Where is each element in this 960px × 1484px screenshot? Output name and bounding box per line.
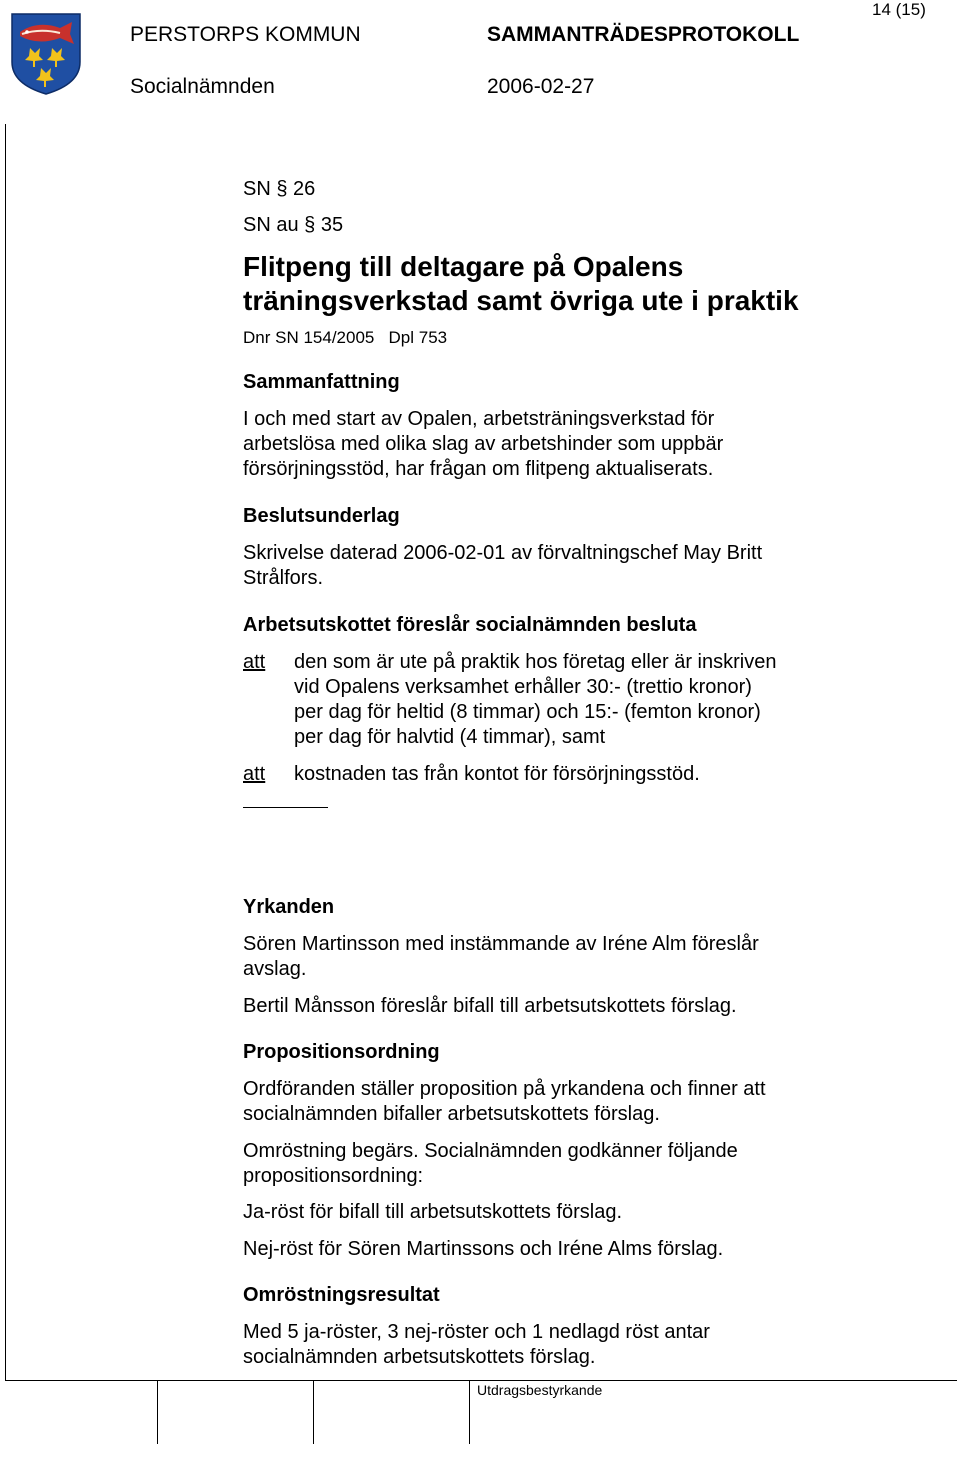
propositionsordning-nej-rost: Nej-röst för Sören Martinssons och Iréne Alms förslag. xyxy=(243,1238,724,1260)
heading-forslag: Arbetsutskottet föreslår socialnämnden besluta xyxy=(243,614,697,636)
att-label-1: att xyxy=(243,651,266,673)
forslag-item-1: den som är ute på praktik hos företag eller är inskriven vid Opalens verksamhet erhåller 30:- (trettio kronor) per dag för heltid (8 timmar) och 15:- (femton kronor) per dag för halvtid (4 timmar), samt xyxy=(294,651,777,748)
sammanfattning-text: I och med start av Opalen, arbetsträningsverkstad för arbetslösa med olika slag av arbetshinder som uppbär försörjningsstöd, har frågan om flitpeng aktualiserats. xyxy=(243,408,724,480)
municipality-crest-logo xyxy=(10,12,82,96)
heading-beslutsunderlag: Beslutsunderlag xyxy=(243,505,400,527)
section-sn-au: SN au § 35 xyxy=(243,214,344,236)
page-number: 14 (15) xyxy=(872,0,926,19)
forslag-item-2: kostnaden tas från kontot för försörjningsstöd. xyxy=(294,763,700,785)
page-title: Flitpeng till deltagare på Opalens träningsverkstad samt övriga ute i praktik xyxy=(243,251,799,316)
organization-name: PERSTORPS KOMMUN xyxy=(130,23,361,46)
diary-number: Dnr SN 154/2005 Dpl 753 xyxy=(243,328,448,347)
omrostningsresultat-text: Med 5 ja-röster, 3 nej-röster och 1 nedlagd röst antar socialnämnden arbetsutskottets förslag. xyxy=(243,1321,710,1368)
yrkanden-paragraph-2: Bertil Månsson föreslår bifall till arbetsutskottets förslag. xyxy=(243,995,737,1017)
propositionsordning-paragraph-1: Ordföranden ställer proposition på yrkandena och finner att socialnämnden bifaller arbetsutskottets förslag. xyxy=(243,1078,766,1125)
propositionsordning-ja-rost: Ja-röst för bifall till arbetsutskottets förslag. xyxy=(243,1201,623,1223)
footer-divider-2 xyxy=(313,1380,314,1444)
heading-sammanfattning: Sammanfattning xyxy=(243,371,400,393)
propositionsordning-paragraph-2: Omröstning begärs. Socialnämnden godkänner följande propositionsordning: xyxy=(243,1140,738,1187)
meeting-date: 2006-02-27 xyxy=(487,75,595,98)
att-label-2: att xyxy=(243,763,266,785)
beslutsunderlag-text: Skrivelse daterad 2006-02-01 av förvaltningschef May Britt Strålfors. xyxy=(243,542,763,589)
yrkanden-paragraph-1: Sören Martinsson med instämmande av Iréne Alm föreslår avslag. xyxy=(243,933,759,980)
footer-utdragsbestyrkande: Utdragsbestyrkande xyxy=(477,1382,603,1398)
footer-top-rule xyxy=(5,1380,957,1381)
heading-propositionsordning: Propositionsordning xyxy=(243,1041,440,1063)
footer-divider-3 xyxy=(469,1380,470,1444)
heading-yrkanden: Yrkanden xyxy=(243,896,335,918)
left-margin-rule xyxy=(5,124,6,1380)
separator-rule xyxy=(243,807,328,808)
committee-name: Socialnämnden xyxy=(130,75,275,98)
footer-divider-1 xyxy=(157,1380,158,1444)
document-type: SAMMANTRÄDESPROTOKOLL xyxy=(487,23,800,46)
heading-omrostningsresultat: Omröstningsresultat xyxy=(243,1284,440,1306)
section-sn: SN § 26 xyxy=(243,178,316,200)
